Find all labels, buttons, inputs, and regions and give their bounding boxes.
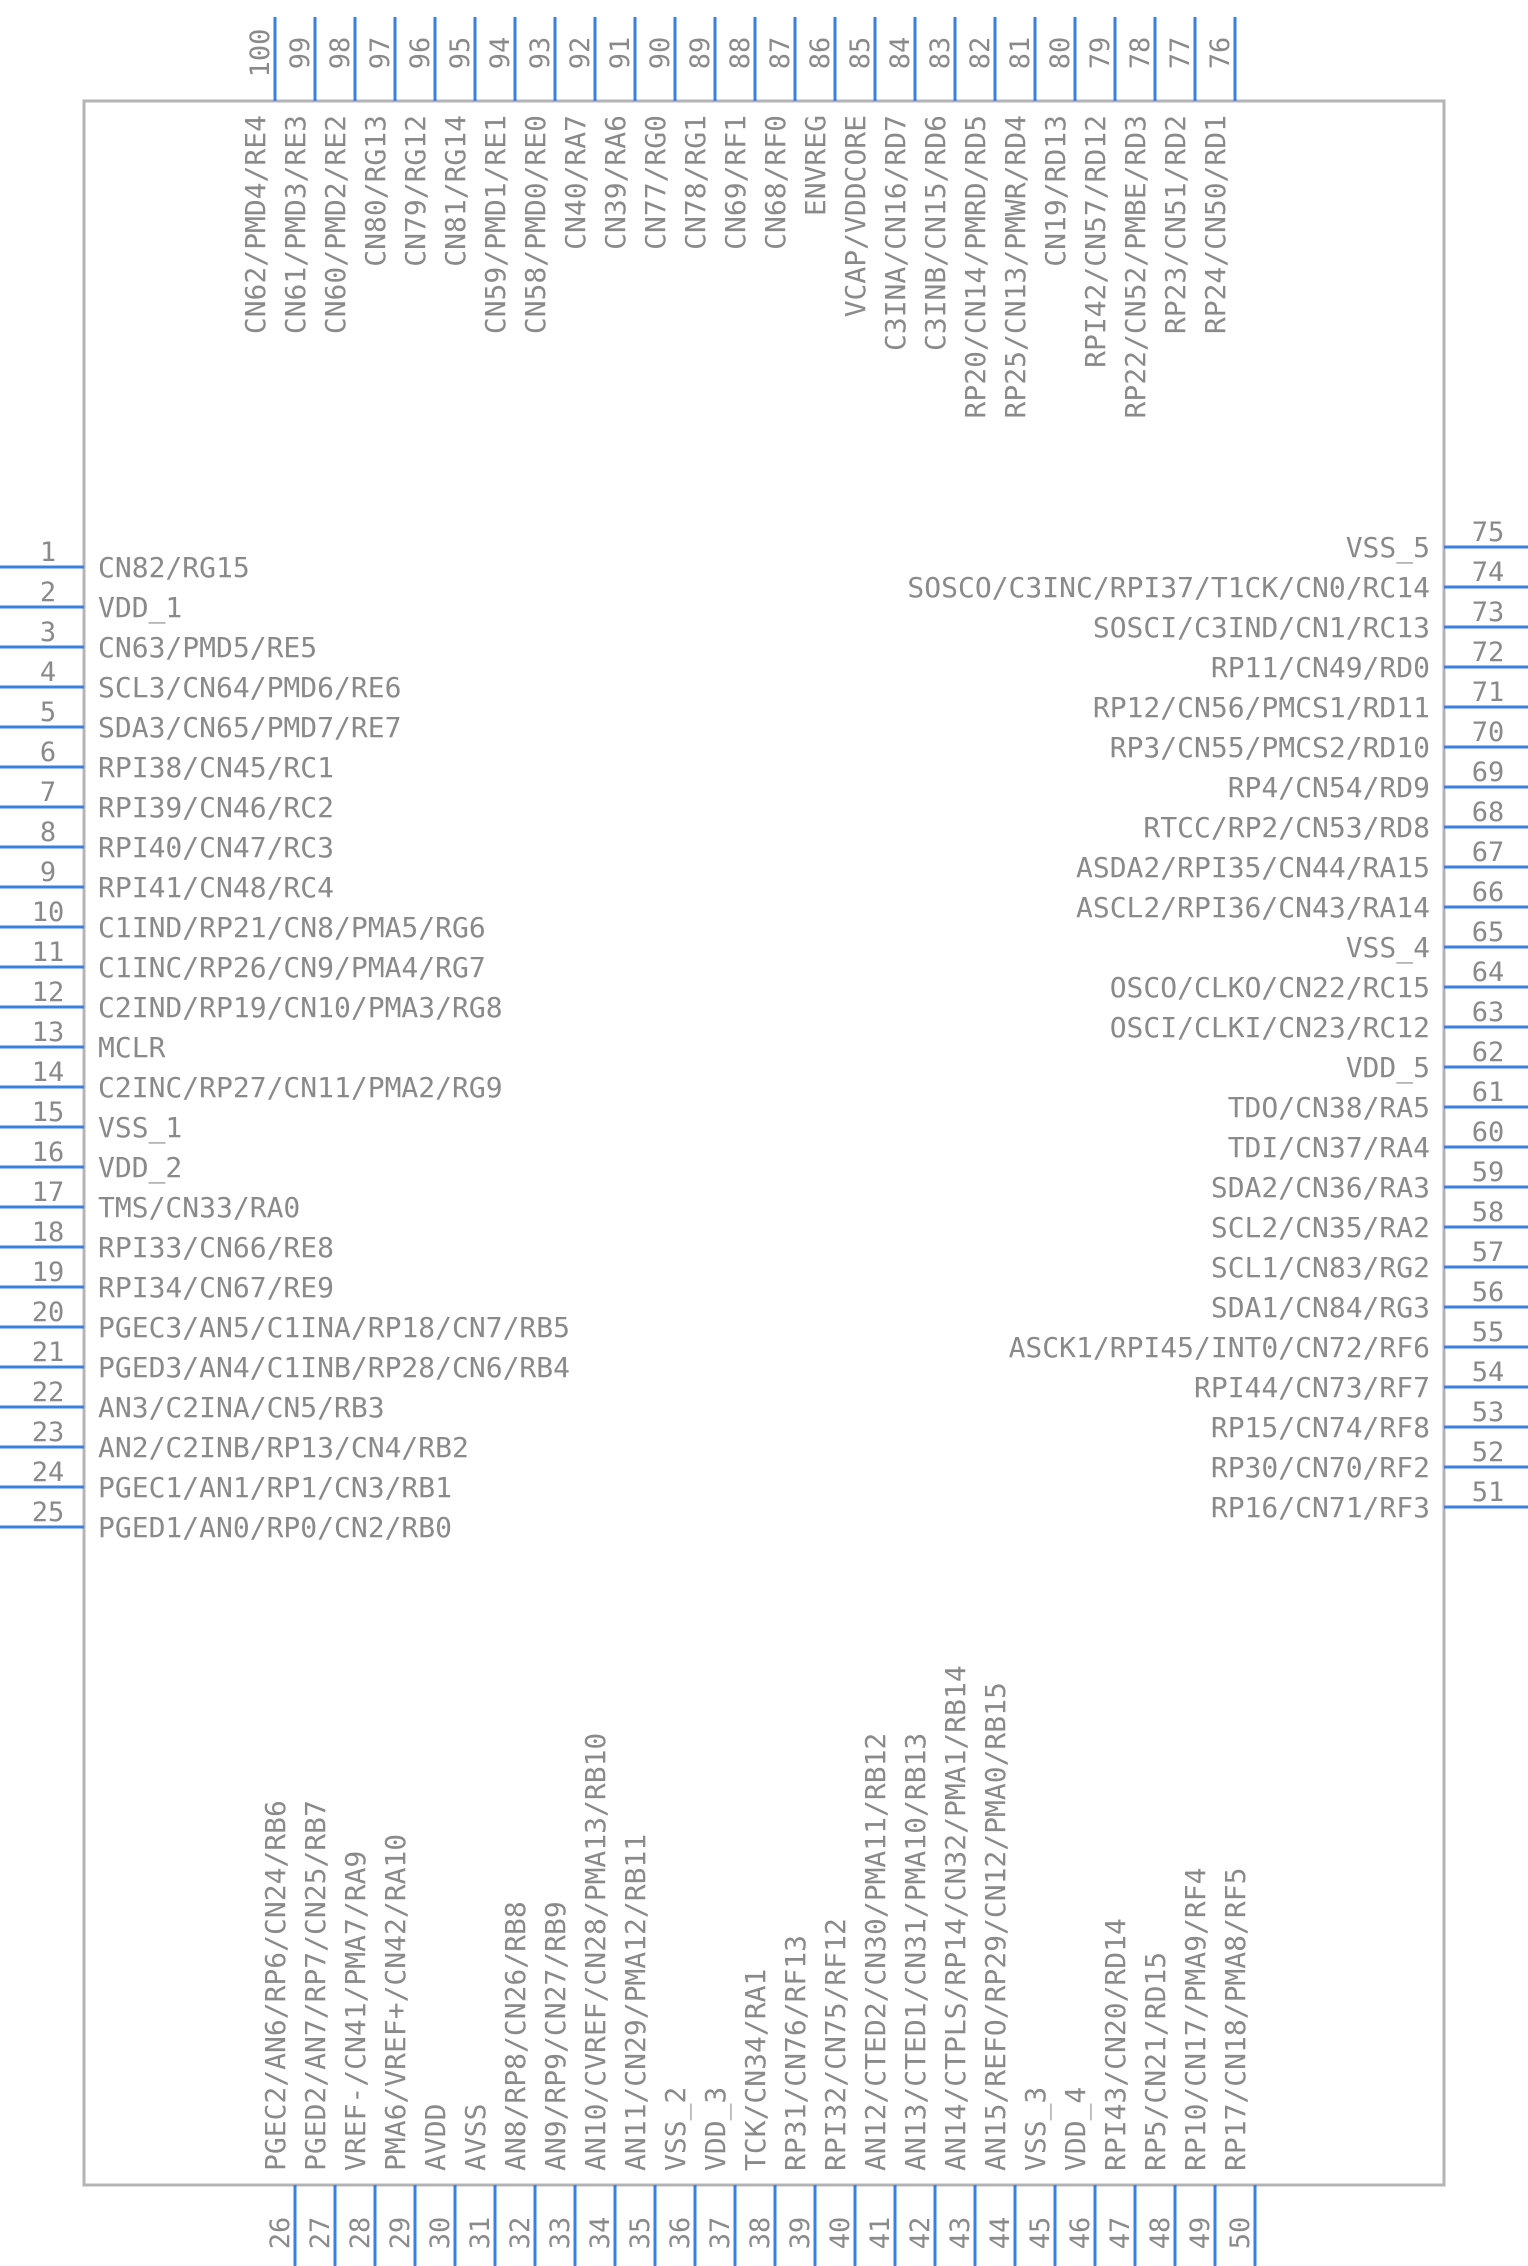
pin-label: RPI39/CN46/RC2 — [98, 791, 335, 824]
pin-40 — [819, 1918, 856, 2266]
pin-label: SCL2/CN35/RA2 — [1210, 1211, 1430, 1244]
pin-number: 81 — [1005, 36, 1036, 70]
pin-label: TDI/CN37/RA4 — [1227, 1131, 1430, 1164]
pin-number: 88 — [725, 36, 756, 70]
pin-label: RP10/CN17/PMA9/RF4 — [1179, 1867, 1212, 2171]
pin-number: 13 — [31, 1017, 65, 1048]
pin-label: CN68/RF0 — [759, 115, 792, 250]
pin-87 — [759, 17, 796, 250]
pin-38 — [739, 1969, 776, 2266]
pin-number: 73 — [1471, 597, 1505, 628]
pin-label: RPI41/CN48/RC4 — [98, 871, 335, 904]
pin-83 — [919, 17, 956, 351]
pin-label: VSS_3 — [1019, 2086, 1052, 2171]
pin-number: 37 — [705, 2216, 736, 2250]
pin-label: AN11/CN29/PMA12/RB11 — [619, 1833, 652, 2171]
pin-number: 44 — [985, 2216, 1016, 2250]
pin-label: CN81/RG14 — [439, 115, 472, 267]
pin-label: VDD_5 — [1345, 1051, 1430, 1084]
pin-number: 100 — [245, 28, 276, 78]
pin-number: 39 — [785, 2216, 816, 2250]
pin-number: 63 — [1471, 997, 1505, 1028]
pin-82 — [959, 17, 996, 418]
pin-number: 40 — [825, 2216, 856, 2250]
pin-number: 34 — [585, 2216, 616, 2250]
pin-32 — [499, 1901, 536, 2266]
pin-label: RP16/CN71/RF3 — [1210, 1491, 1430, 1524]
pin-number: 6 — [39, 737, 57, 768]
pin-96 — [399, 17, 436, 267]
pin-number: 76 — [1205, 36, 1236, 70]
pin-label: VDD_3 — [699, 2086, 732, 2171]
pin-label: RP15/CN74/RF8 — [1210, 1411, 1430, 1444]
pin-77 — [1159, 17, 1196, 334]
pin-label: SDA1/CN84/RG3 — [1210, 1291, 1430, 1324]
pin-number: 33 — [545, 2216, 576, 2250]
pin-label: C1IND/RP21/CN8/PMA5/RG6 — [98, 911, 486, 944]
pin-label: CN63/PMD5/RE5 — [98, 631, 318, 664]
pin-number: 22 — [31, 1377, 65, 1408]
pin-label: AN10/CVREF/CN28/PMA13/RB10 — [579, 1732, 612, 2171]
pin-number: 74 — [1471, 557, 1505, 588]
pin-number: 77 — [1165, 36, 1196, 70]
pin-49 — [1179, 1868, 1216, 2266]
pin-29 — [379, 1834, 416, 2266]
pin-number: 89 — [685, 36, 716, 70]
pin-label: RPI32/CN75/RF12 — [819, 1918, 852, 2171]
pin-number: 60 — [1471, 1117, 1505, 1148]
pin-number: 79 — [1085, 36, 1116, 70]
pin-label: SOSCO/C3INC/RPI37/T1CK/CN0/RC14 — [907, 571, 1430, 604]
pin-label: CN61/PMD3/RE3 — [279, 115, 312, 335]
pin-label: CN39/RA6 — [599, 115, 632, 250]
pin-85 — [839, 17, 876, 317]
pin-80 — [1039, 17, 1076, 267]
pin-number: 70 — [1471, 717, 1505, 748]
pin-number: 32 — [505, 2216, 536, 2250]
pin-label: CN60/PMD2/RE2 — [319, 115, 352, 335]
pin-number: 94 — [485, 36, 516, 70]
pin-label: MCLR — [98, 1031, 166, 1064]
pin-label: AN14/CTPLS/RP14/CN32/PMA1/RB14 — [939, 1665, 972, 2171]
pin-76 — [1199, 17, 1236, 334]
pin-label: CN82/RG15 — [98, 551, 250, 584]
pin-label: SCL3/CN64/PMD6/RE6 — [98, 671, 402, 704]
pin-label: RP11/CN49/RD0 — [1210, 651, 1430, 684]
pin-number: 17 — [31, 1177, 65, 1208]
pin-99 — [279, 17, 316, 334]
pin-number: 83 — [925, 36, 956, 70]
pin-label: C1INC/RP26/CN9/PMA4/RG7 — [98, 951, 486, 984]
pin-90 — [639, 17, 676, 250]
pin-number: 7 — [39, 777, 57, 808]
pin-number: 2 — [39, 577, 57, 608]
pin-number: 28 — [345, 2216, 376, 2250]
pin-number: 1 — [39, 537, 57, 568]
pin-number: 97 — [365, 36, 396, 70]
pin-label: CN62/PMD4/RE4 — [239, 115, 272, 335]
pin-label: RP22/CN52/PMBE/RD3 — [1119, 115, 1152, 419]
pin-26 — [259, 1800, 296, 2266]
pin-number: 18 — [31, 1217, 65, 1248]
pin-number: 43 — [945, 2216, 976, 2250]
pin-label: AN8/RP8/CN26/RB8 — [499, 1901, 532, 2171]
pin-number: 15 — [31, 1097, 65, 1128]
pin-number: 52 — [1471, 1437, 1505, 1468]
pin-label: RPI42/CN57/RD12 — [1079, 115, 1112, 368]
pin-label: VDD_2 — [98, 1151, 183, 1184]
pin-label: PGED3/AN4/C1INB/RP28/CN6/RB4 — [98, 1351, 571, 1384]
pin-50 — [1219, 1868, 1256, 2266]
pin-number: 82 — [965, 36, 996, 70]
pin-number: 38 — [745, 2216, 776, 2250]
pin-number: 49 — [1185, 2216, 1216, 2250]
pin-label: VSS_4 — [1345, 931, 1430, 964]
pin-label: RPI43/CN20/RD14 — [1099, 1918, 1132, 2171]
pin-number: 12 — [31, 977, 65, 1008]
pin-79 — [1079, 17, 1116, 368]
pin-35 — [619, 1834, 656, 2266]
pin-label: SCL1/CN83/RG2 — [1210, 1251, 1430, 1284]
pin-label: ASCK1/RPI45/INT0/CN72/RF6 — [1008, 1331, 1430, 1364]
pin-number: 35 — [625, 2216, 656, 2250]
pin-number: 45 — [1025, 2216, 1056, 2250]
pin-number: 9 — [39, 857, 57, 888]
pin-label: RTCC/RP2/CN53/RD8 — [1143, 811, 1430, 844]
pin-86 — [799, 17, 836, 216]
pin-label: VDD_4 — [1059, 2086, 1092, 2171]
pin-number: 93 — [525, 36, 556, 70]
pin-label: RP30/CN70/RF2 — [1210, 1451, 1430, 1484]
pin-label: SDA3/CN65/PMD7/RE7 — [98, 711, 402, 744]
pin-label: C2IND/RP19/CN10/PMA3/RG8 — [98, 991, 503, 1024]
pin-number: 46 — [1065, 2216, 1096, 2250]
pin-28 — [339, 1851, 376, 2266]
pin-number: 30 — [425, 2216, 456, 2250]
pin-label: RP4/CN54/RD9 — [1227, 771, 1430, 804]
pin-number: 86 — [805, 36, 836, 70]
pin-label: CN77/RG0 — [639, 115, 672, 250]
pin-number: 14 — [31, 1057, 65, 1088]
pin-number: 71 — [1471, 677, 1505, 708]
pin-label: PMA6/VREF+/CN42/RA10 — [379, 1833, 412, 2171]
pin-number: 8 — [39, 817, 57, 848]
pin-label: RP31/CN76/RF13 — [779, 1934, 812, 2171]
pin-number: 16 — [31, 1137, 65, 1168]
pin-number: 64 — [1471, 957, 1505, 988]
pin-number: 42 — [905, 2216, 936, 2250]
pin-95 — [439, 17, 476, 267]
pin-number: 69 — [1471, 757, 1505, 788]
pin-48 — [1139, 1952, 1176, 2266]
pin-number: 78 — [1125, 36, 1156, 70]
pin-label: TCK/CN34/RA1 — [739, 1968, 772, 2171]
pin-label: RP17/CN18/PMA8/RF5 — [1219, 1867, 1252, 2171]
pin-label: C3INB/CN15/RD6 — [919, 115, 952, 352]
pin-label: PGEC3/AN5/C1INA/RP18/CN7/RB5 — [98, 1311, 571, 1344]
pin-label: RP20/CN14/PMRD/RD5 — [959, 115, 992, 419]
pin-label: AN2/C2INB/RP13/CN4/RB2 — [98, 1431, 469, 1464]
pin-label: AVDD — [419, 2103, 452, 2171]
pin-97 — [359, 17, 396, 267]
pin-number: 66 — [1471, 877, 1505, 908]
pin-label: RP25/CN13/PMWR/RD4 — [999, 115, 1032, 419]
pin-number: 5 — [39, 697, 57, 728]
pin-number: 27 — [305, 2216, 336, 2250]
pin-number: 96 — [405, 36, 436, 70]
pin-number: 31 — [465, 2216, 496, 2250]
pin-number: 11 — [31, 937, 65, 968]
pin-label: AN15/REFO/RP29/CN12/PMA0/RB15 — [979, 1682, 1012, 2171]
pin-number: 50 — [1225, 2216, 1256, 2250]
pin-number: 75 — [1471, 517, 1505, 548]
pin-number: 54 — [1471, 1357, 1505, 1388]
pin-label: AVSS — [459, 2103, 492, 2171]
pin-number: 65 — [1471, 917, 1505, 948]
pin-47 — [1099, 1918, 1136, 2266]
pin-label: SOSCI/C3IND/CN1/RC13 — [1092, 611, 1430, 644]
pin-number: 41 — [865, 2216, 896, 2250]
pin-label: PGED2/AN7/RP7/CN25/RB7 — [299, 1800, 332, 2171]
pin-number: 68 — [1471, 797, 1505, 828]
pin-label: VSS_1 — [98, 1111, 183, 1144]
pin-label: CN19/RD13 — [1039, 115, 1072, 267]
pin-label: TMS/CN33/RA0 — [98, 1191, 301, 1224]
pin-39 — [779, 1935, 816, 2266]
pin-label: VREF-/CN41/PMA7/RA9 — [339, 1850, 372, 2171]
pin-number: 29 — [385, 2216, 416, 2250]
pin-92 — [559, 17, 596, 250]
pin-label: RPI44/CN73/RF7 — [1193, 1371, 1430, 1404]
pin-number: 55 — [1471, 1317, 1505, 1348]
pin-label: PGED1/AN0/RP0/CN2/RB0 — [98, 1511, 453, 1544]
pin-number: 72 — [1471, 637, 1505, 668]
pin-number: 90 — [645, 36, 676, 70]
pin-label: SDA2/CN36/RA3 — [1210, 1171, 1430, 1204]
pin-89 — [679, 17, 716, 250]
pin-number: 47 — [1105, 2216, 1136, 2250]
pin-81 — [999, 17, 1036, 418]
pin-number: 58 — [1471, 1197, 1505, 1228]
pin-number: 53 — [1471, 1397, 1505, 1428]
pin-label: RPI33/CN66/RE8 — [98, 1231, 335, 1264]
pin-label: VDD_1 — [98, 591, 183, 624]
pin-number: 10 — [31, 897, 65, 928]
pin-number: 61 — [1471, 1077, 1505, 1108]
pin-label: AN13/CTED1/CN31/PMA10/RB13 — [899, 1732, 932, 2171]
pin-number: 59 — [1471, 1157, 1505, 1188]
pin-label: VSS_5 — [1345, 531, 1430, 564]
pin-number: 51 — [1471, 1477, 1505, 1508]
pin-98 — [319, 17, 356, 334]
pin-number: 92 — [565, 36, 596, 70]
pin-label: CN58/PMD0/RE0 — [519, 115, 552, 335]
pin-label: PGEC2/AN6/RP6/CN24/RB6 — [259, 1800, 292, 2171]
pin-number: 99 — [285, 36, 316, 70]
pin-number: 67 — [1471, 837, 1505, 868]
pin-label: ASDA2/RPI35/CN44/RA15 — [1075, 851, 1430, 884]
pin-label: RP3/CN55/PMCS2/RD10 — [1109, 731, 1430, 764]
pin-number: 24 — [31, 1457, 65, 1488]
pin-84 — [879, 17, 916, 351]
pin-label: AN3/C2INA/CN5/RB3 — [98, 1391, 385, 1424]
pin-number: 57 — [1471, 1237, 1505, 1268]
pin-number: 48 — [1145, 2216, 1176, 2250]
pin-label: CN40/RA7 — [559, 115, 592, 250]
pin-number: 23 — [31, 1417, 65, 1448]
pin-label: VCAP/VDDCORE — [839, 115, 872, 318]
pin-label: C2INC/RP27/CN11/PMA2/RG9 — [98, 1071, 503, 1104]
pin-label: RP23/CN51/RD2 — [1159, 115, 1192, 335]
pin-number: 20 — [31, 1297, 65, 1328]
pin-100 — [239, 17, 276, 334]
pin-number: 95 — [445, 36, 476, 70]
pin-label: AN9/RP9/CN27/RB9 — [539, 1901, 572, 2171]
pin-number: 85 — [845, 36, 876, 70]
pin-94 — [479, 17, 516, 334]
pin-number: 19 — [31, 1257, 65, 1288]
pin-label: OSCI/CLKI/CN23/RC12 — [1109, 1011, 1430, 1044]
pin-number: 56 — [1471, 1277, 1505, 1308]
pin-number: 36 — [665, 2216, 696, 2250]
pin-label: OSCO/CLKO/CN22/RC15 — [1109, 971, 1430, 1004]
pin-27 — [299, 1800, 336, 2266]
pin-number: 21 — [31, 1337, 65, 1368]
pin-number: 25 — [31, 1497, 65, 1528]
pin-label: CN79/RG12 — [399, 115, 432, 267]
pin-label: VSS_2 — [659, 2086, 692, 2171]
pin-label: RP24/CN50/RD1 — [1199, 115, 1232, 335]
pin-label: PGEC1/AN1/RP1/CN3/RB1 — [98, 1471, 453, 1504]
pin-label: RPI40/CN47/RC3 — [98, 831, 335, 864]
pin-number: 84 — [885, 36, 916, 70]
pin-label: C3INA/CN16/RD7 — [879, 115, 912, 352]
pin-label: CN69/RF1 — [719, 115, 752, 250]
pin-number: 3 — [39, 617, 57, 648]
pin-label: CN78/RG1 — [679, 115, 712, 250]
pin-number: 26 — [265, 2216, 296, 2250]
pin-label: RPI34/CN67/RE9 — [98, 1271, 335, 1304]
pin-93 — [519, 17, 556, 334]
pin-91 — [599, 17, 636, 250]
pin-number: 91 — [605, 36, 636, 70]
pin-33 — [539, 1901, 576, 2266]
pin-label: RPI38/CN45/RC1 — [98, 751, 335, 784]
pin-label: CN80/RG13 — [359, 115, 392, 267]
pin-88 — [719, 17, 756, 250]
pin-number: 62 — [1471, 1037, 1505, 1068]
pin-label: CN59/PMD1/RE1 — [479, 115, 512, 335]
pin-label: ENVREG — [799, 115, 832, 217]
pin-label: AN12/CTED2/CN30/PMA11/RB12 — [859, 1732, 892, 2171]
pin-label: RP12/CN56/PMCS1/RD11 — [1092, 691, 1430, 724]
pin-label: ASCL2/RPI36/CN43/RA14 — [1075, 891, 1430, 924]
pin-number: 4 — [39, 657, 57, 688]
pin-label: RP5/CN21/RD15 — [1139, 1951, 1172, 2171]
pin-number: 98 — [325, 36, 356, 70]
pin-number: 80 — [1045, 36, 1076, 70]
pin-number: 87 — [765, 36, 796, 70]
pin-label: TDO/CN38/RA5 — [1227, 1091, 1430, 1124]
pin-78 — [1119, 17, 1156, 418]
